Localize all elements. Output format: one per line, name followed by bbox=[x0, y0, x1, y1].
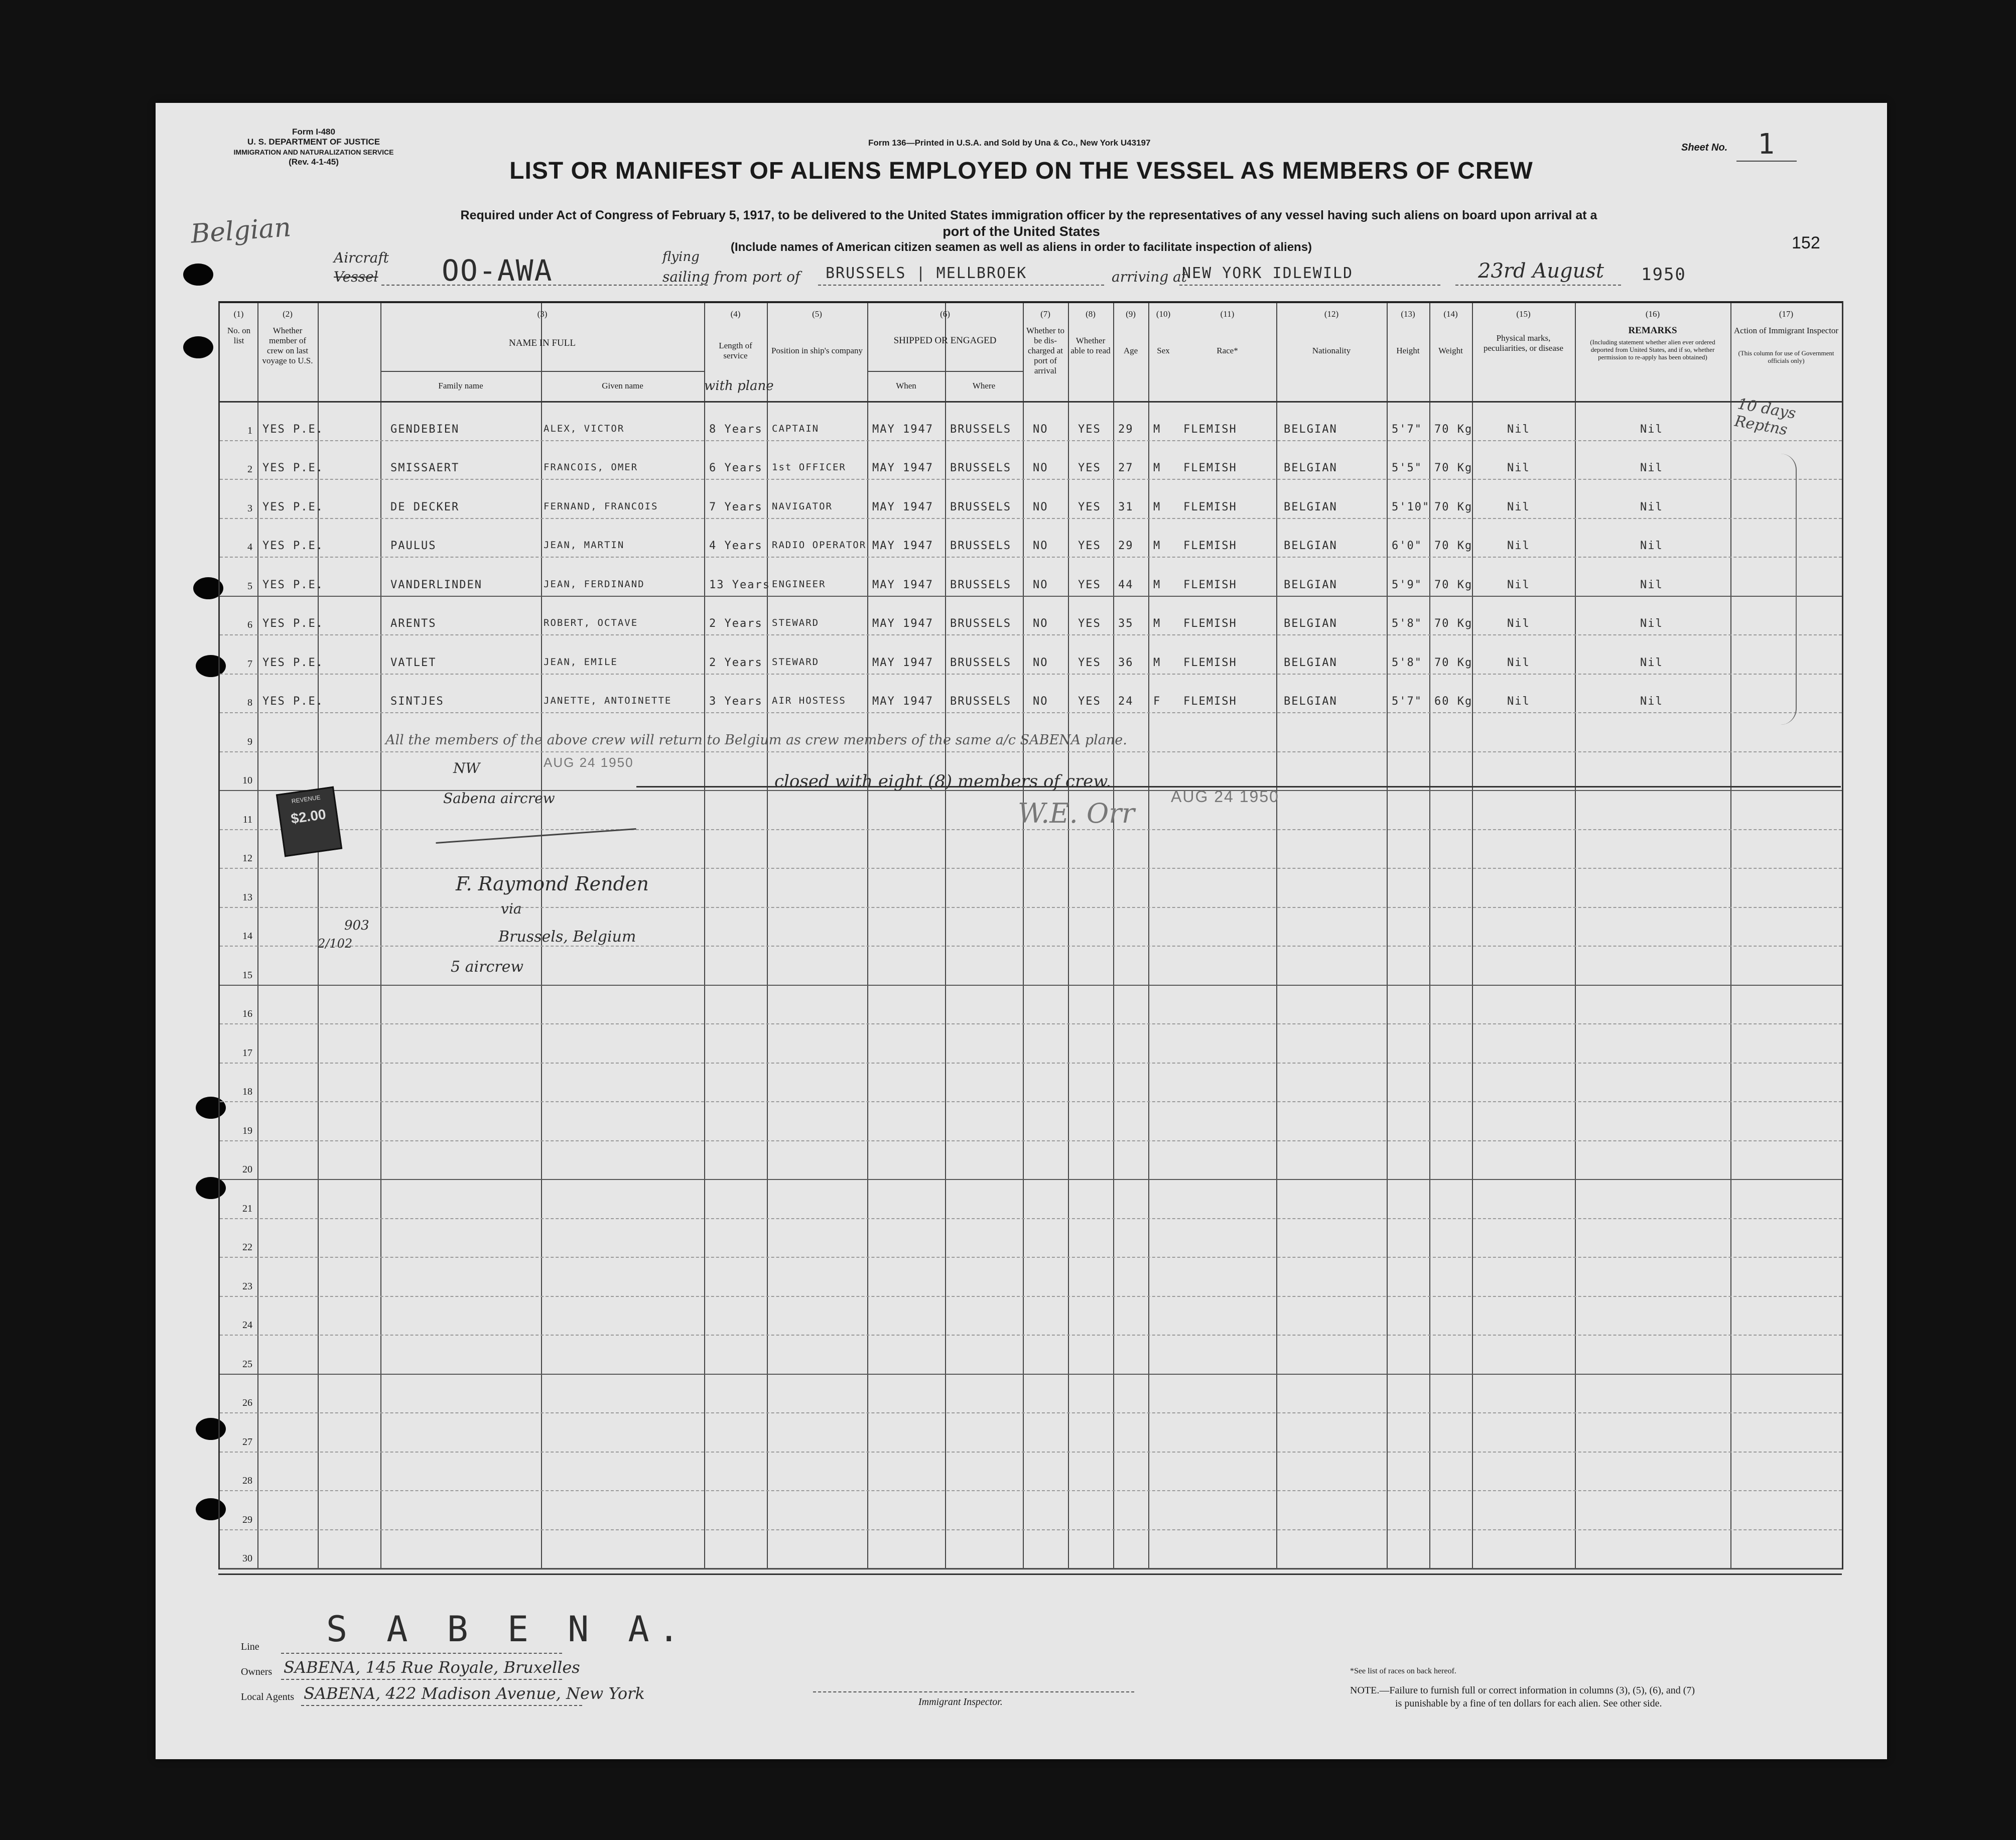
cell-height: 5'5" bbox=[1392, 462, 1422, 474]
owners-label: Owners bbox=[241, 1666, 273, 1677]
cell-remarks: Nil bbox=[1640, 500, 1663, 513]
cell-family: VANDERLINDEN bbox=[390, 578, 482, 591]
cell-service: 4 Years bbox=[709, 540, 763, 552]
col-num-11: (11) bbox=[1220, 309, 1235, 319]
cell-read: YES bbox=[1078, 695, 1101, 708]
sailing-value: BRUSSELS | MELLBROEK bbox=[826, 265, 1027, 282]
cell-marks: Nil bbox=[1507, 695, 1530, 708]
cell-discharged: NO bbox=[1033, 617, 1048, 630]
col-label-6-when: When bbox=[896, 381, 916, 390]
cell-last-voyage: YES P.E. bbox=[262, 540, 324, 552]
row-number: 13 bbox=[242, 891, 252, 903]
row-number: 11 bbox=[242, 814, 252, 825]
arriving-value: NEW YORK IDLEWILD bbox=[1182, 265, 1354, 282]
row-number: 10 bbox=[242, 775, 252, 786]
cell-height: 5'9" bbox=[1392, 578, 1422, 591]
cell-service: 2 Years bbox=[709, 617, 763, 630]
col-label-7: Whether to be dis-charged at port of arrival bbox=[1026, 326, 1064, 375]
cell-remarks: Nil bbox=[1640, 423, 1663, 436]
cell-height: 5'7" bbox=[1392, 695, 1422, 708]
cell-where: BRUSSELS bbox=[950, 695, 1011, 708]
subtitle-line-1: Required under Act of Congress of February 5, 1917, to be delivered to the United States immigration officer by the representatives of any vessel having such aliens on board upon arrival at a bbox=[460, 208, 1597, 222]
line-value: S A B E N A. bbox=[326, 1609, 689, 1650]
cell-remarks: Nil bbox=[1640, 617, 1663, 630]
cell-discharged: NO bbox=[1033, 500, 1048, 513]
col-label-8: Whether able to read bbox=[1070, 336, 1111, 355]
cell-height: 5'8" bbox=[1392, 617, 1422, 630]
revision: (Rev. 4-1-45) bbox=[289, 157, 339, 167]
col-label-12: Nationality bbox=[1312, 346, 1351, 355]
inspector-label: Immigrant Inspector. bbox=[918, 1696, 1003, 1707]
row-number: 20 bbox=[242, 1164, 252, 1175]
cell-when: MAY 1947 bbox=[872, 540, 933, 552]
inspector-initials: W.E. Orr bbox=[1018, 798, 1135, 829]
row-number: 23 bbox=[242, 1280, 252, 1292]
stamp-date-1: AUG 24 1950 bbox=[544, 755, 634, 770]
agents-label: Local Agents bbox=[241, 1691, 295, 1702]
page-title: LIST OR MANIFEST OF ALIENS EMPLOYED ON THE VESSEL AS MEMBERS OF CREW bbox=[509, 158, 1533, 184]
row-number: 17 bbox=[242, 1047, 252, 1059]
cell-where: BRUSSELS bbox=[950, 462, 1011, 474]
row-rule bbox=[220, 712, 1842, 713]
row-number: 16 bbox=[242, 1008, 252, 1019]
col-label-3: NAME IN FULL bbox=[509, 338, 576, 348]
year-value: 1950 bbox=[1641, 265, 1686, 285]
cell-given: JANETTE, ANTOINETTE bbox=[544, 695, 672, 706]
binder-hole bbox=[183, 264, 213, 286]
row-number: 14 bbox=[242, 931, 252, 942]
row-number: 9 bbox=[247, 736, 252, 747]
row-rule bbox=[220, 1568, 1842, 1569]
row-number: 7 bbox=[247, 658, 252, 670]
left-block-line-1: NW bbox=[453, 760, 480, 776]
vessel-label: Vessel bbox=[334, 269, 378, 285]
row-number: 21 bbox=[242, 1203, 252, 1214]
row-rule bbox=[220, 1490, 1842, 1491]
line-label: Line bbox=[241, 1641, 259, 1652]
cell-nationality: BELGIAN bbox=[1284, 578, 1337, 591]
cell-race: FLEMISH bbox=[1183, 500, 1237, 513]
cell-age: 31 bbox=[1118, 500, 1134, 513]
col-num-15: (15) bbox=[1516, 309, 1531, 319]
cell-weight: 70 Kg bbox=[1434, 617, 1473, 630]
cell-given: JEAN, EMILE bbox=[544, 656, 618, 668]
col-num-2: (2) bbox=[283, 309, 293, 319]
cell-remarks: Nil bbox=[1640, 578, 1663, 591]
cell-family: GENDEBIEN bbox=[390, 423, 460, 436]
sailing-underline bbox=[818, 285, 1104, 286]
cell-nationality: BELGIAN bbox=[1284, 462, 1337, 474]
page-number: 152 bbox=[1792, 233, 1820, 252]
col-label-1: No. on list bbox=[227, 326, 251, 345]
cell-read: YES bbox=[1078, 423, 1101, 436]
cell-when: MAY 1947 bbox=[872, 578, 933, 591]
row-number: 25 bbox=[242, 1358, 252, 1370]
cell-when: MAY 1947 bbox=[872, 617, 933, 630]
cell-weight: 70 Kg bbox=[1434, 462, 1473, 474]
cell-given: JEAN, MARTIN bbox=[544, 540, 625, 551]
row-number: 28 bbox=[242, 1475, 252, 1486]
left-block-line-5: Brussels, Belgium bbox=[498, 928, 636, 946]
action-bracket bbox=[1781, 454, 1797, 725]
cell-position: STEWARD bbox=[772, 656, 820, 668]
row-number: 12 bbox=[242, 853, 252, 864]
cell-discharged: NO bbox=[1033, 695, 1048, 708]
left-margin-1: 903 bbox=[344, 918, 369, 933]
cell-race: FLEMISH bbox=[1183, 462, 1237, 474]
vessel-correction: Aircraft bbox=[334, 249, 389, 266]
cell-age: 29 bbox=[1118, 540, 1134, 552]
row-rule bbox=[220, 634, 1842, 635]
row-number: 3 bbox=[247, 502, 252, 514]
left-block-line-2: Sabena aircrew bbox=[443, 790, 555, 807]
cell-weight: 70 Kg bbox=[1434, 578, 1473, 591]
manifest-sheet bbox=[156, 103, 1887, 1759]
cell-read: YES bbox=[1078, 617, 1101, 630]
cell-sex: F bbox=[1153, 695, 1161, 708]
cell-age: 36 bbox=[1118, 656, 1134, 669]
cell-when: MAY 1947 bbox=[872, 656, 933, 669]
cell-when: MAY 1947 bbox=[872, 423, 933, 436]
cell-nationality: BELGIAN bbox=[1284, 617, 1337, 630]
cell-remarks: Nil bbox=[1640, 695, 1663, 708]
col-label-5: Position in ship's company bbox=[771, 346, 863, 355]
cell-family: VATLET bbox=[390, 656, 437, 669]
cell-race: FLEMISH bbox=[1183, 540, 1237, 552]
row-number: 26 bbox=[242, 1397, 252, 1408]
cell-sex: M bbox=[1153, 540, 1161, 552]
cell-height: 6'0" bbox=[1392, 540, 1422, 552]
col-label-11: Race* bbox=[1217, 346, 1238, 355]
subtitle-line-2: port of the United States bbox=[943, 224, 1100, 239]
cell-remarks: Nil bbox=[1640, 462, 1663, 474]
row-rule bbox=[220, 751, 1842, 752]
cell-where: BRUSSELS bbox=[950, 656, 1011, 669]
cell-sex: M bbox=[1153, 656, 1161, 669]
row-rule bbox=[220, 1023, 1842, 1024]
row-number: 30 bbox=[242, 1553, 252, 1564]
row-rule bbox=[220, 1063, 1842, 1064]
row-number: 24 bbox=[242, 1320, 252, 1331]
cell-position: RADIO OPERATOR bbox=[772, 540, 867, 551]
col-label-13: Height bbox=[1396, 346, 1420, 355]
cell-given: JEAN, FERDINAND bbox=[544, 578, 645, 590]
col-label-10: Sex bbox=[1157, 346, 1170, 355]
col-num-10: (10) bbox=[1156, 309, 1171, 319]
subtitle-line-3: (Include names of American citizen seamen as well as aliens in order to facilitate inspection of aliens) bbox=[730, 240, 1312, 254]
cell-discharged: NO bbox=[1033, 578, 1048, 591]
row-rule bbox=[220, 1218, 1842, 1219]
row-number: 4 bbox=[247, 542, 252, 553]
row-rule bbox=[220, 518, 1842, 519]
col-label-17-note: (This column for use of Government officials only) bbox=[1738, 349, 1834, 364]
footer-note-3: is punishable by a fine of ten dollars for each alien. See other side. bbox=[1395, 1698, 1662, 1709]
row-rule bbox=[220, 1257, 1842, 1258]
cell-marks: Nil bbox=[1507, 540, 1530, 552]
closed-note: closed with eight (8) members of crew. bbox=[774, 771, 1112, 792]
footer-note-2: NOTE.—Failure to furnish full or correct information in columns (3), (5), (6), and (7) bbox=[1350, 1685, 1695, 1696]
cell-age: 24 bbox=[1118, 695, 1134, 708]
cell-discharged: NO bbox=[1033, 656, 1048, 669]
cell-family: DE DECKER bbox=[390, 500, 460, 513]
cell-nationality: BELGIAN bbox=[1284, 695, 1337, 708]
row-rule bbox=[220, 1296, 1842, 1297]
cell-service: 7 Years bbox=[709, 500, 763, 513]
cell-race: FLEMISH bbox=[1183, 695, 1237, 708]
cell-when: MAY 1947 bbox=[872, 500, 933, 513]
revenue-stamp: REVENUE $2.00 bbox=[276, 786, 342, 857]
row-rule bbox=[220, 1101, 1842, 1102]
cell-position: 1st OFFICER bbox=[772, 462, 846, 473]
cell-last-voyage: YES P.E. bbox=[262, 423, 324, 436]
sheet-number-value: 1 bbox=[1736, 128, 1797, 162]
cell-age: 29 bbox=[1118, 423, 1134, 436]
sheet-number-label: Sheet No. bbox=[1681, 142, 1728, 153]
sailing-label: sailing from port of bbox=[662, 269, 800, 285]
col-label-14: Weight bbox=[1438, 346, 1463, 355]
cell-sex: M bbox=[1153, 500, 1161, 513]
row-rule bbox=[220, 1179, 1842, 1180]
cell-read: YES bbox=[1078, 540, 1101, 552]
cell-sex: M bbox=[1153, 617, 1161, 630]
cell-family: SMISSAERT bbox=[390, 462, 460, 474]
row-rule bbox=[220, 985, 1842, 986]
cell-race: FLEMISH bbox=[1183, 578, 1237, 591]
left-margin-2: 2/102 bbox=[318, 937, 353, 951]
cell-race: FLEMISH bbox=[1183, 617, 1237, 630]
cell-marks: Nil bbox=[1507, 462, 1530, 474]
cell-marks: Nil bbox=[1507, 500, 1530, 513]
department: U. S. DEPARTMENT OF JUSTICE bbox=[247, 137, 380, 147]
col-label-16-note: (Including statement whether alien ever ordered deported from United States, and if so, whether permission to re-apply has been obtained) bbox=[1590, 338, 1715, 361]
col-num-12: (12) bbox=[1324, 309, 1339, 319]
cell-discharged: NO bbox=[1033, 540, 1048, 552]
cell-service: 13 Years bbox=[709, 578, 770, 591]
row-rule bbox=[220, 868, 1842, 869]
row-number: 6 bbox=[247, 619, 252, 630]
row-rule bbox=[220, 1529, 1842, 1530]
col-num-13: (13) bbox=[1401, 309, 1415, 319]
cell-read: YES bbox=[1078, 656, 1101, 669]
revenue-stamp-value: $2.00 bbox=[290, 806, 327, 827]
printer-note: Form 136—Printed in U.S.A. and Sold by Una & Co., New York U43197 bbox=[868, 138, 1151, 148]
cell-age: 35 bbox=[1118, 617, 1134, 630]
row-number: 29 bbox=[242, 1514, 252, 1525]
row-number: 2 bbox=[247, 464, 252, 475]
cell-read: YES bbox=[1078, 462, 1101, 474]
row-rule bbox=[220, 946, 1842, 947]
handwritten-country: Belgian bbox=[190, 212, 292, 249]
service: IMMIGRATION AND NATURALIZATION SERVICE bbox=[233, 148, 394, 156]
cell-when: MAY 1947 bbox=[872, 695, 933, 708]
cell-family: ARENTS bbox=[390, 617, 437, 630]
cell-nationality: BELGIAN bbox=[1284, 423, 1337, 436]
cell-last-voyage: YES P.E. bbox=[262, 695, 324, 708]
owners-value: SABENA, 145 Rue Royale, Bruxelles bbox=[284, 1658, 580, 1677]
cell-last-voyage: YES P.E. bbox=[262, 656, 324, 669]
cell-read: YES bbox=[1078, 500, 1101, 513]
col-label-3-family: Family name bbox=[438, 381, 483, 390]
row-rule bbox=[220, 1335, 1842, 1336]
form-number: Form I-480 bbox=[292, 127, 335, 137]
cell-where: BRUSSELS bbox=[950, 423, 1011, 436]
row-rule bbox=[220, 674, 1842, 675]
col-label-15: Physical marks, peculiarities, or disease bbox=[1483, 333, 1564, 353]
cell-where: BRUSSELS bbox=[950, 578, 1011, 591]
cell-family: PAULUS bbox=[390, 540, 437, 552]
row-rule bbox=[220, 440, 1842, 441]
cell-service: 2 Years bbox=[709, 656, 763, 669]
cell-race: FLEMISH bbox=[1183, 423, 1237, 436]
cell-age: 44 bbox=[1118, 578, 1134, 591]
cell-last-voyage: YES P.E. bbox=[262, 500, 324, 513]
date-underline bbox=[1455, 285, 1621, 286]
cell-last-voyage: YES P.E. bbox=[262, 617, 324, 630]
cell-given: FRANCOIS, OMER bbox=[544, 462, 638, 473]
col-num-16: (16) bbox=[1645, 309, 1660, 319]
cell-service: 8 Years bbox=[709, 423, 763, 436]
cell-position: AIR HOSTESS bbox=[772, 695, 846, 706]
row-number: 5 bbox=[247, 580, 252, 592]
cell-discharged: NO bbox=[1033, 462, 1048, 474]
sailing-correction: flying bbox=[662, 249, 700, 265]
col-num-9: (9) bbox=[1126, 309, 1136, 319]
row-rule bbox=[220, 1412, 1842, 1413]
cell-weight: 70 Kg bbox=[1434, 540, 1473, 552]
col-num-14: (14) bbox=[1443, 309, 1458, 319]
cell-remarks: Nil bbox=[1640, 540, 1663, 552]
cell-where: BRUSSELS bbox=[950, 540, 1011, 552]
cell-service: 6 Years bbox=[709, 462, 763, 474]
cell-marks: Nil bbox=[1507, 617, 1530, 630]
footer-note-1: *See list of races on back hereof. bbox=[1350, 1667, 1456, 1675]
cell-discharged: NO bbox=[1033, 423, 1048, 436]
cell-race: FLEMISH bbox=[1183, 656, 1237, 669]
row-number: 22 bbox=[242, 1242, 252, 1253]
cell-position: CAPTAIN bbox=[772, 423, 820, 434]
row-number: 1 bbox=[247, 425, 252, 436]
col-num-7: (7) bbox=[1040, 309, 1050, 319]
cell-height: 5'8" bbox=[1392, 656, 1422, 669]
cell-where: BRUSSELS bbox=[950, 500, 1011, 513]
cell-nationality: BELGIAN bbox=[1284, 500, 1337, 513]
cell-where: BRUSSELS bbox=[950, 617, 1011, 630]
left-block-line-3: F. Raymond Renden bbox=[456, 873, 649, 895]
cell-sex: M bbox=[1153, 462, 1161, 474]
cell-position: NAVIGATOR bbox=[772, 500, 833, 512]
cell-service: 3 Years bbox=[709, 695, 763, 708]
col-label-17: Action of Immigrant Inspector bbox=[1733, 326, 1839, 335]
vessel-underline bbox=[381, 285, 708, 286]
binder-hole bbox=[183, 336, 213, 358]
row-rule bbox=[220, 1374, 1842, 1375]
cell-sex: M bbox=[1153, 578, 1161, 591]
row-rule bbox=[220, 479, 1842, 480]
action-note: 10 days Reptns bbox=[1733, 395, 1797, 439]
col-num-6: (6) bbox=[940, 309, 950, 319]
cell-last-voyage: YES P.E. bbox=[262, 462, 324, 474]
col-num-5: (5) bbox=[812, 309, 822, 319]
row-number: 27 bbox=[242, 1436, 252, 1448]
row-number: 19 bbox=[242, 1125, 252, 1136]
left-block-rule bbox=[436, 828, 636, 844]
col-num-17: (17) bbox=[1779, 309, 1794, 319]
cell-when: MAY 1947 bbox=[872, 462, 933, 474]
cell-weight: 70 Kg bbox=[1434, 500, 1473, 513]
row-rule bbox=[220, 907, 1842, 908]
col-label-4-correction: with plane bbox=[704, 378, 774, 393]
col-label-3-given: Given name bbox=[602, 381, 643, 390]
col-num-4: (4) bbox=[730, 309, 741, 319]
col-num-3: (3) bbox=[537, 309, 548, 319]
cell-family: SINTJES bbox=[390, 695, 444, 708]
col-label-16: REMARKS bbox=[1628, 325, 1677, 336]
cell-height: 5'7" bbox=[1392, 423, 1422, 436]
cell-last-voyage: YES P.E. bbox=[262, 578, 324, 591]
date-value: 23rd August bbox=[1478, 259, 1604, 283]
left-block-line-6: 5 aircrew bbox=[451, 958, 524, 976]
cell-height: 5'10" bbox=[1392, 500, 1430, 513]
cell-marks: Nil bbox=[1507, 578, 1530, 591]
row-rule bbox=[220, 557, 1842, 558]
cell-marks: Nil bbox=[1507, 423, 1530, 436]
col-num-1: (1) bbox=[233, 309, 244, 319]
row-rule bbox=[220, 596, 1842, 597]
row-rule bbox=[220, 1452, 1842, 1453]
arriving-underline bbox=[1179, 285, 1440, 286]
cell-position: STEWARD bbox=[772, 617, 820, 628]
cell-weight: 70 Kg bbox=[1434, 656, 1473, 669]
arriving-label: arriving at bbox=[1112, 269, 1187, 285]
vessel-value: OO-AWA bbox=[442, 253, 553, 288]
cell-nationality: BELGIAN bbox=[1284, 540, 1337, 552]
row-number: 18 bbox=[242, 1086, 252, 1097]
cell-nationality: BELGIAN bbox=[1284, 656, 1337, 669]
stamp-date-2: AUG 24 1950 bbox=[1171, 787, 1279, 806]
cell-marks: Nil bbox=[1507, 656, 1530, 669]
cell-age: 27 bbox=[1118, 462, 1134, 474]
row-rule bbox=[220, 1140, 1842, 1141]
cell-weight: 70 Kg bbox=[1434, 423, 1473, 436]
agents-value: SABENA, 422 Madison Avenue, New York bbox=[304, 1684, 645, 1703]
crew-table bbox=[218, 301, 1843, 1569]
col-label-6-where: Where bbox=[972, 381, 996, 390]
cell-sex: M bbox=[1153, 423, 1161, 436]
cell-weight: 60 Kg bbox=[1434, 695, 1473, 708]
cell-position: ENGINEER bbox=[772, 578, 826, 590]
cell-given: FERNAND, FRANCOIS bbox=[544, 500, 658, 512]
row-number: 15 bbox=[242, 969, 252, 981]
col-label-4: Length of service bbox=[719, 341, 752, 360]
cell-given: ROBERT, OCTAVE bbox=[544, 617, 638, 628]
row9-note: All the members of the above crew will return to Belgium as crew members of the same a/c SABENA plane. bbox=[385, 732, 1127, 748]
col-label-9: Age bbox=[1123, 346, 1138, 355]
col-num-8: (8) bbox=[1086, 309, 1096, 319]
col-label-2: Whether member of crew on last voyage to U.S. bbox=[262, 326, 313, 365]
cell-read: YES bbox=[1078, 578, 1101, 591]
cell-given: ALEX, VICTOR bbox=[544, 423, 625, 434]
left-block-line-4: via bbox=[501, 900, 522, 917]
col-label-6: SHIPPED OR ENGAGED bbox=[893, 335, 997, 346]
cell-remarks: Nil bbox=[1640, 656, 1663, 669]
row-number: 8 bbox=[247, 697, 252, 708]
